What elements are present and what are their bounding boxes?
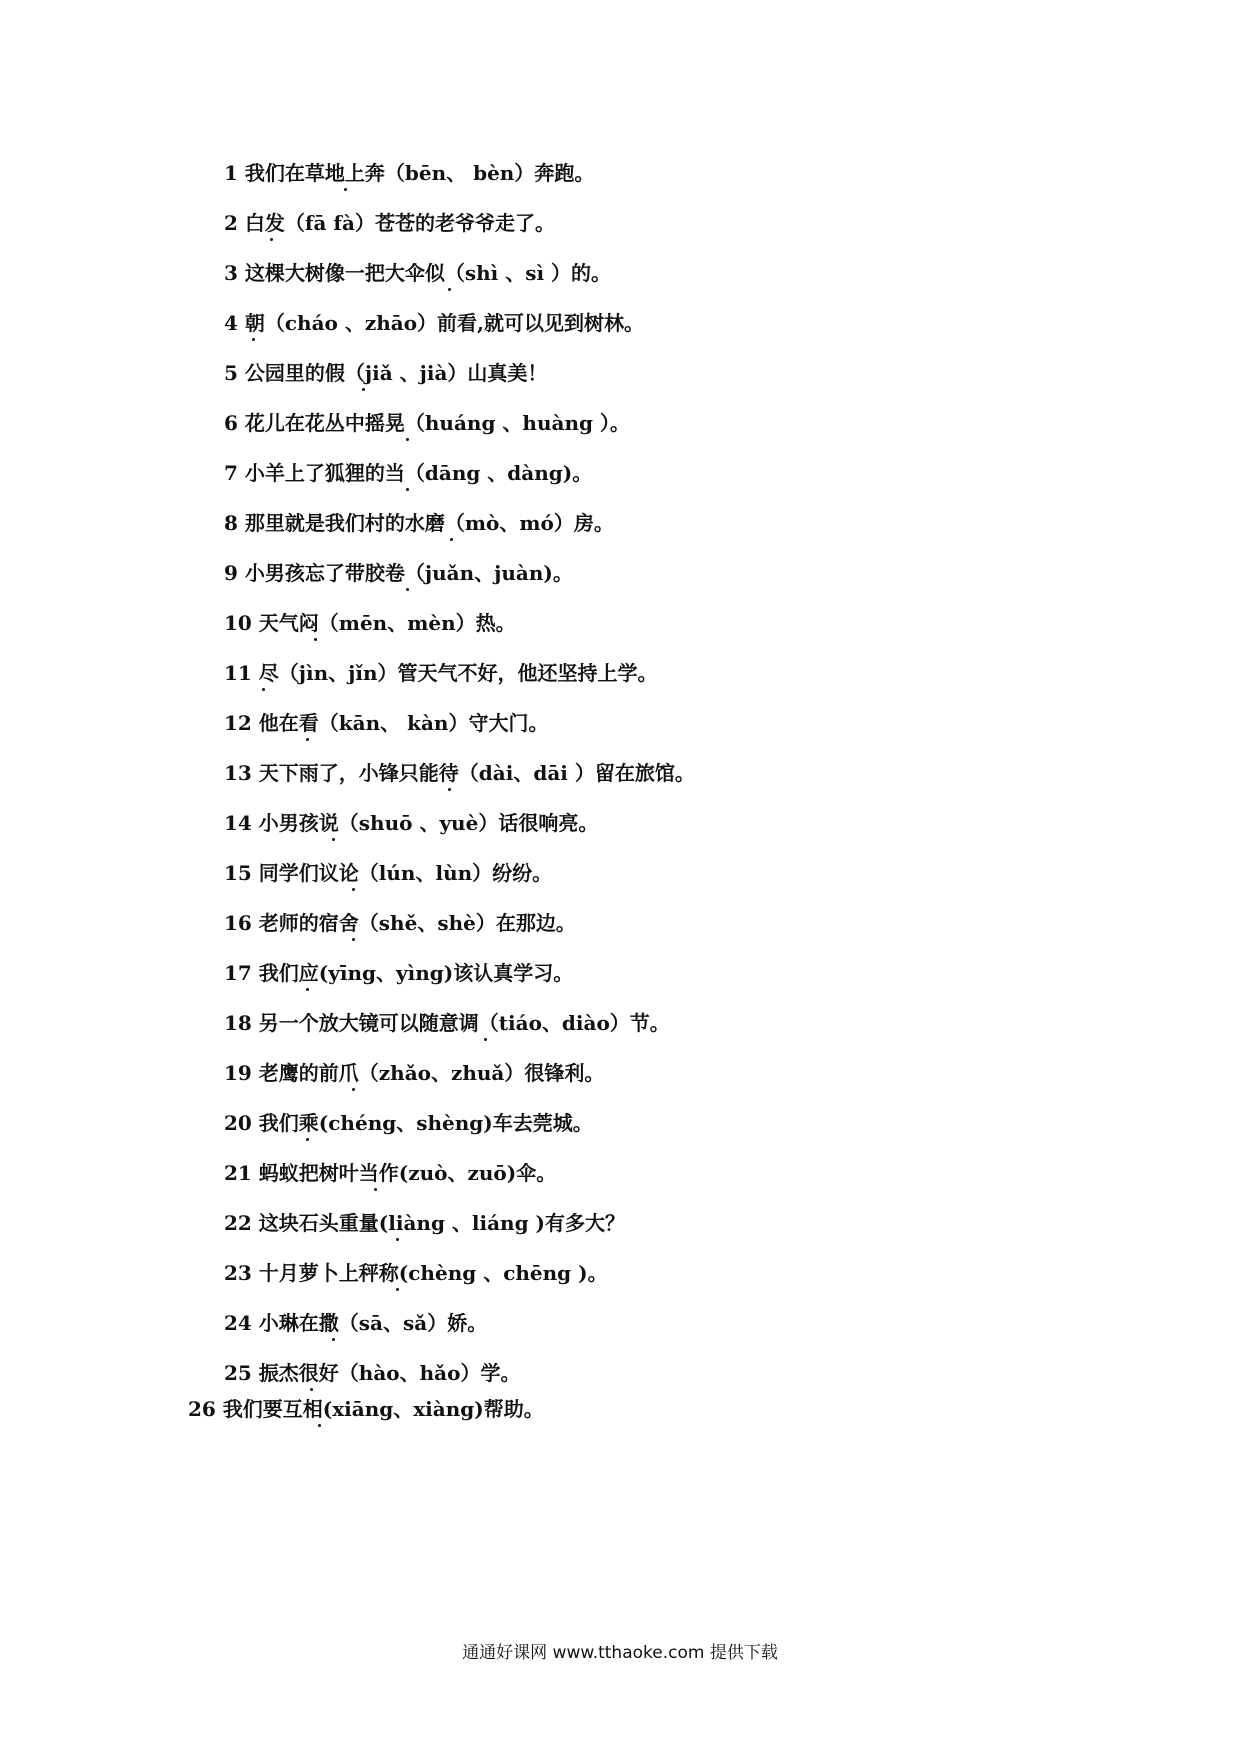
- emphasis-dot: [262, 688, 265, 691]
- emphasis-dot: [252, 338, 255, 341]
- emphasis-dot: [406, 438, 409, 441]
- emphasis-dot: [484, 1038, 487, 1041]
- exercise-line-15: 15 同学们议论（lún、lùn）纷纷。: [224, 861, 553, 885]
- emphasis-dot: [306, 988, 309, 991]
- exercise-line-17: 17 我们应(yīng、yìng)该认真学习。: [224, 961, 574, 985]
- exercise-line-26: 26 我们要互相(xiāng、xiàng)帮助。: [188, 1397, 544, 1421]
- exercise-line-10: 10 天气闷（mēn、mèn）热。: [224, 611, 516, 635]
- emphasis-dot: [314, 638, 317, 641]
- emphasis-dot: [362, 388, 365, 391]
- exercise-line-1: 1 我们在草地上奔（bēn、 bèn）奔跑。: [224, 161, 595, 185]
- exercise-line-7: 7 小羊上了狐狸的当（dāng 、dàng)。: [224, 461, 593, 485]
- footer-credit: 通通好课网 www.tthaoke.com 提供下载: [462, 1643, 778, 1663]
- exercise-line-9: 9 小男孩忘了带胶卷（juǎn、juàn)。: [224, 561, 573, 585]
- exercise-line-14: 14 小男孩说（shuō 、yuè）话很响亮。: [224, 811, 599, 835]
- emphasis-dot: [310, 1388, 313, 1391]
- emphasis-dot: [352, 938, 355, 941]
- emphasis-dot: [406, 588, 409, 591]
- emphasis-dot: [448, 788, 451, 791]
- emphasis-dot: [396, 1288, 399, 1291]
- exercise-line-2: 2 白发（fā fà）苍苍的老爷爷走了。: [224, 211, 555, 235]
- emphasis-dot: [396, 1238, 399, 1241]
- emphasis-dot: [448, 288, 451, 291]
- exercise-line-4: 4 朝（cháo 、zhāo）前看,就可以见到树林。: [224, 311, 645, 335]
- exercise-line-22: 22 这块石头重量(liàng 、liáng )有多大？: [224, 1211, 626, 1235]
- emphasis-dot: [306, 738, 309, 741]
- emphasis-dot: [332, 838, 335, 841]
- exercise-line-18: 18 另一个放大镜可以随意调（tiáo、diào）节。: [224, 1011, 670, 1035]
- emphasis-dot: [352, 888, 355, 891]
- emphasis-dot: [332, 1338, 335, 1341]
- emphasis-dot: [406, 488, 409, 491]
- exercise-line-11: 11 尽（jìn、jǐn）管天气不好，他还坚持上学。: [224, 661, 658, 685]
- emphasis-dot: [344, 188, 347, 191]
- emphasis-dot: [306, 1138, 309, 1141]
- exercise-line-12: 12 他在看（kān、 kàn）守大门。: [224, 711, 549, 735]
- exercise-line-13: 13 天下雨了，小锋只能待（dài、dāi ）留在旅馆。: [224, 761, 695, 785]
- exercise-line-19: 19 老鹰的前爪（zhǎo、zhuǎ）很锋利。: [224, 1061, 605, 1085]
- emphasis-dot: [270, 238, 273, 241]
- exercise-line-24: 24 小琳在撒（sā、sǎ）娇。: [224, 1311, 488, 1335]
- exercise-line-23: 23 十月萝卜上秤称(chèng 、chēng )。: [224, 1261, 608, 1285]
- exercise-line-6: 6 花儿在花丛中摇晃（huáng 、huàng ）。: [224, 411, 630, 435]
- exercise-line-8: 8 那里就是我们村的水磨（mò、mó）房。: [224, 511, 614, 535]
- emphasis-dot: [374, 1188, 377, 1191]
- emphasis-dot: [450, 538, 453, 541]
- exercise-line-3: 3 这棵大树像一把大伞似（shì 、sì ）的。: [224, 261, 612, 285]
- exercise-line-16: 16 老师的宿舍（shě、shè）在那边。: [224, 911, 576, 935]
- emphasis-dot: [318, 1424, 321, 1427]
- exercise-line-5: 5 公园里的假（jiǎ 、jià）山真美！: [224, 361, 548, 385]
- exercise-line-20: 20 我们乘(chéng、shèng)车去莞城。: [224, 1111, 593, 1135]
- exercise-line-21: 21 蚂蚁把树叶当作(zuò、zuō)伞。: [224, 1161, 557, 1185]
- emphasis-dot: [352, 1088, 355, 1091]
- exercise-line-25: 25 振杰很好（hào、hǎo）学。: [224, 1361, 521, 1385]
